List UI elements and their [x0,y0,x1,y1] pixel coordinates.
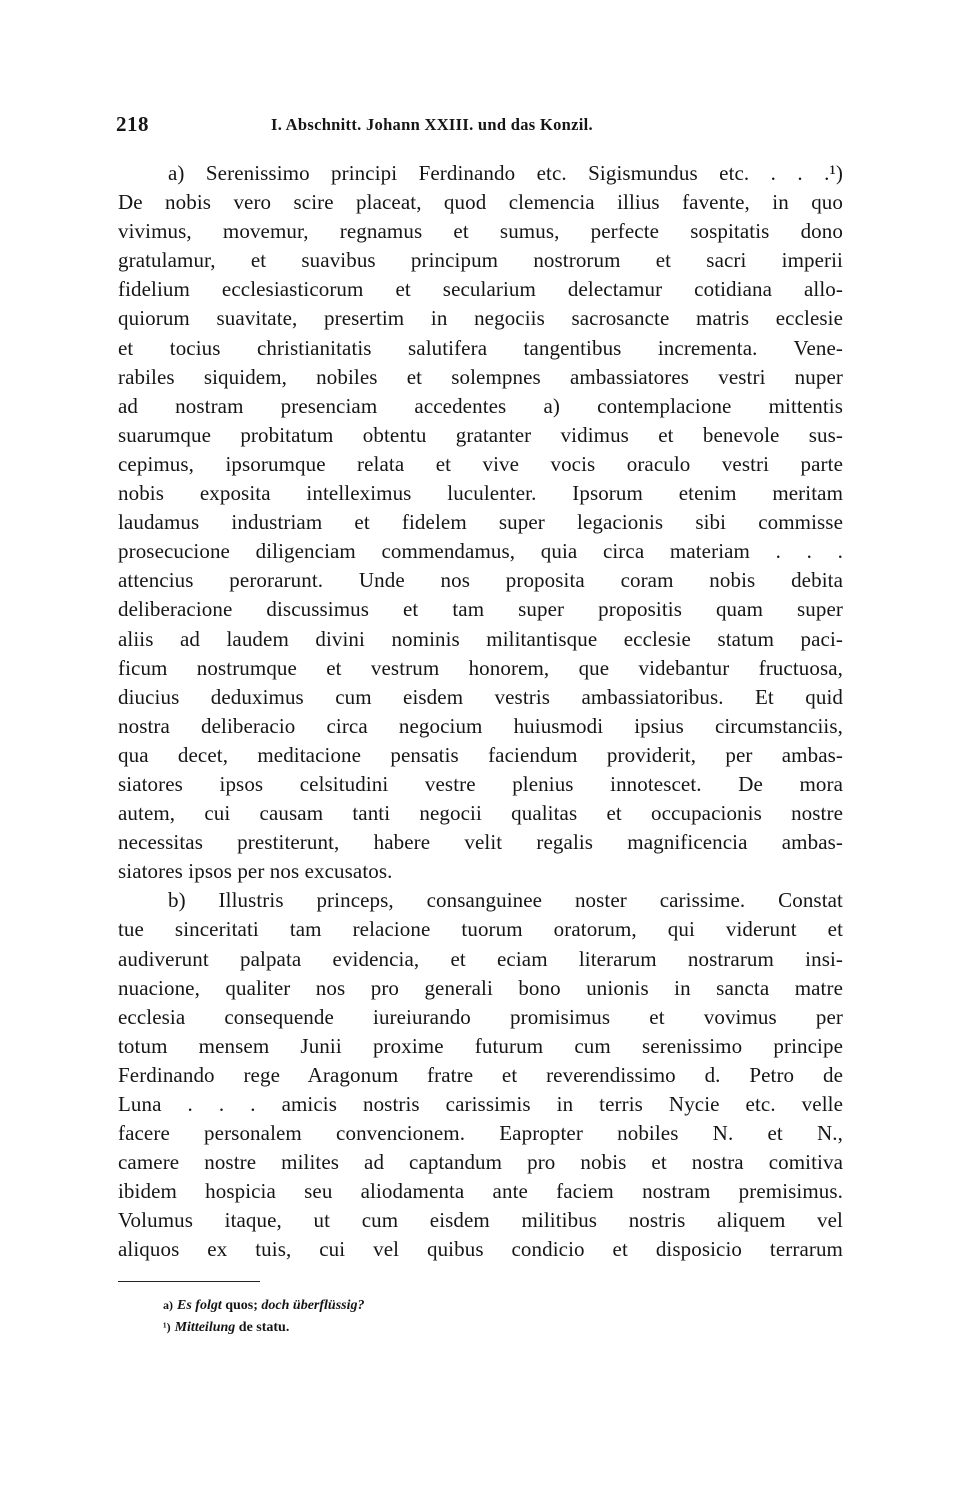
footnotes [163,1294,763,1338]
text-line: vivimus, movemur, regnamus et sumus, perfecte sospitatis dono [118,219,843,244]
text-line: camere nostre milites ad captandum pro nobis et nostra comitiva [118,1150,843,1175]
text-line: fidelium ecclesiasticorum et secularium delectamur cotidiana allo- [118,277,843,302]
footnote-italic-text: Es folgt [177,1298,222,1313]
text-line: suarumque probitatum obtentu gratanter vidimus et benevole sus- [118,422,843,447]
text-line: ad nostram presenciam accedentes a) contemplacione mittentis [118,393,843,418]
body-text [118,159,843,1265]
footnote [163,1316,763,1338]
footnote-italic-text: doch überflüssig? [261,1298,365,1313]
text-line: ecclesia consequende iureiurando promisimus et vovimus per [118,1004,843,1029]
page-number: 218 [116,112,149,136]
text-line: necessitas prestiterunt, habere velit regalis magnificencia ambas- [118,830,843,855]
text-line: quiorum suavitate, presertim in negociis sacrosancte matris ecclesie [118,306,843,331]
text-line: laudamus industriam et fidelem super legacionis sibi commisse [118,510,843,535]
text-line: a) Serenissimo principi Ferdinando etc. Sigismundus etc. . . .¹) [168,161,843,185]
text-line: Ferdinando rege Aragonum fratre et reverendissimo d. Petro de [118,1062,843,1087]
text-line: Luna . . . amicis nostris carissimis in terris Nycie etc. velle [118,1092,843,1116]
text-line: De nobis vero scire placeat, quod clemencia illius favente, in quo [118,190,843,215]
text-line: autem, cui causam tanti negocii qualitas et occupacionis nostre [118,801,843,826]
text-line: aliis ad laudem divini nominis militantisque ecclesie statum paci- [118,626,843,651]
text-line: audiverunt palpata evidencia, et eciam literarum nostrarum insi- [118,946,843,971]
footnote-text: quos; [221,1298,262,1313]
running-title: I. Abschnitt. Johann XXIII. und das Konzil. [271,115,593,134]
text-line: nobis exposita intelleximus luculenter. Ipsorum etenim meritam [118,481,843,506]
text-line: attencius perorarunt. Unde nos proposita coram nobis debita [118,568,843,593]
text-line: ficum nostrumque et vestrum honorem, que videbantur fructuosa, [118,655,843,680]
text-line: totum mensem Junii proxime futurum cum serenissimo principe [118,1033,843,1058]
footnote-text: de statu. [235,1320,290,1335]
footnote-marker: ¹) [163,1320,171,1334]
text-line: siatores ipsos per nos excusatos. [118,859,393,884]
running-header [116,112,846,142]
text-line: nostra deliberacio circa negocium huiusmodi ipsius circumstanciis, [118,713,843,738]
text-line: gratulamur, et suavibus principum nostrorum et sacri imperii [118,248,843,273]
footnote [163,1294,763,1316]
text-line: cepimus, ipsorumque relata et vive vocis oraculo vestri parte [118,451,843,476]
text-line: qua decet, meditacione pensatis faciendum providerit, per ambas- [118,742,843,767]
footnote-marker: a) [163,1298,173,1312]
text-line: Volumus itaque, ut cum eisdem militibus nostris aliquem vel [118,1208,843,1233]
text-line: rabiles siquidem, nobiles et solempnes ambassiatores vestri nuper [118,364,843,389]
text-line: b) Illustris princeps, consanguinee noster carissime. Constat [168,888,843,913]
text-line: ibidem hospicia seu aliodamenta ante faciem nostram premisimus. [118,1179,843,1204]
text-line: diucius deduximus cum eisdem vestris ambassiatoribus. Et quid [118,684,843,709]
footnote-italic-text: Mitteilung [174,1320,236,1335]
text-line: nuacione, qualiter nos pro generali bono unionis in sancta matre [118,975,843,1000]
text-line: deliberacione discussimus et tam super propositis quam super [118,597,843,622]
text-line: aliquos ex tuis, cui vel quibus condicio et disposicio terrarum [118,1237,843,1262]
text-line: et tocius christianitatis salutifera tangentibus incrementa. Vene- [118,335,843,360]
footnote-rule [118,1281,260,1282]
text-line: facere personalem convencionem. Eapropter nobiles N. et N., [118,1121,843,1146]
text-line: prosecucione diligenciam commendamus, quia circa materiam . . . [118,539,843,564]
text-line: siatores ipsos celsitudini vestre plenius innotescet. De mora [118,771,843,796]
text-line: tue sinceritati tam relacione tuorum oratorum, qui viderunt et [118,917,843,942]
